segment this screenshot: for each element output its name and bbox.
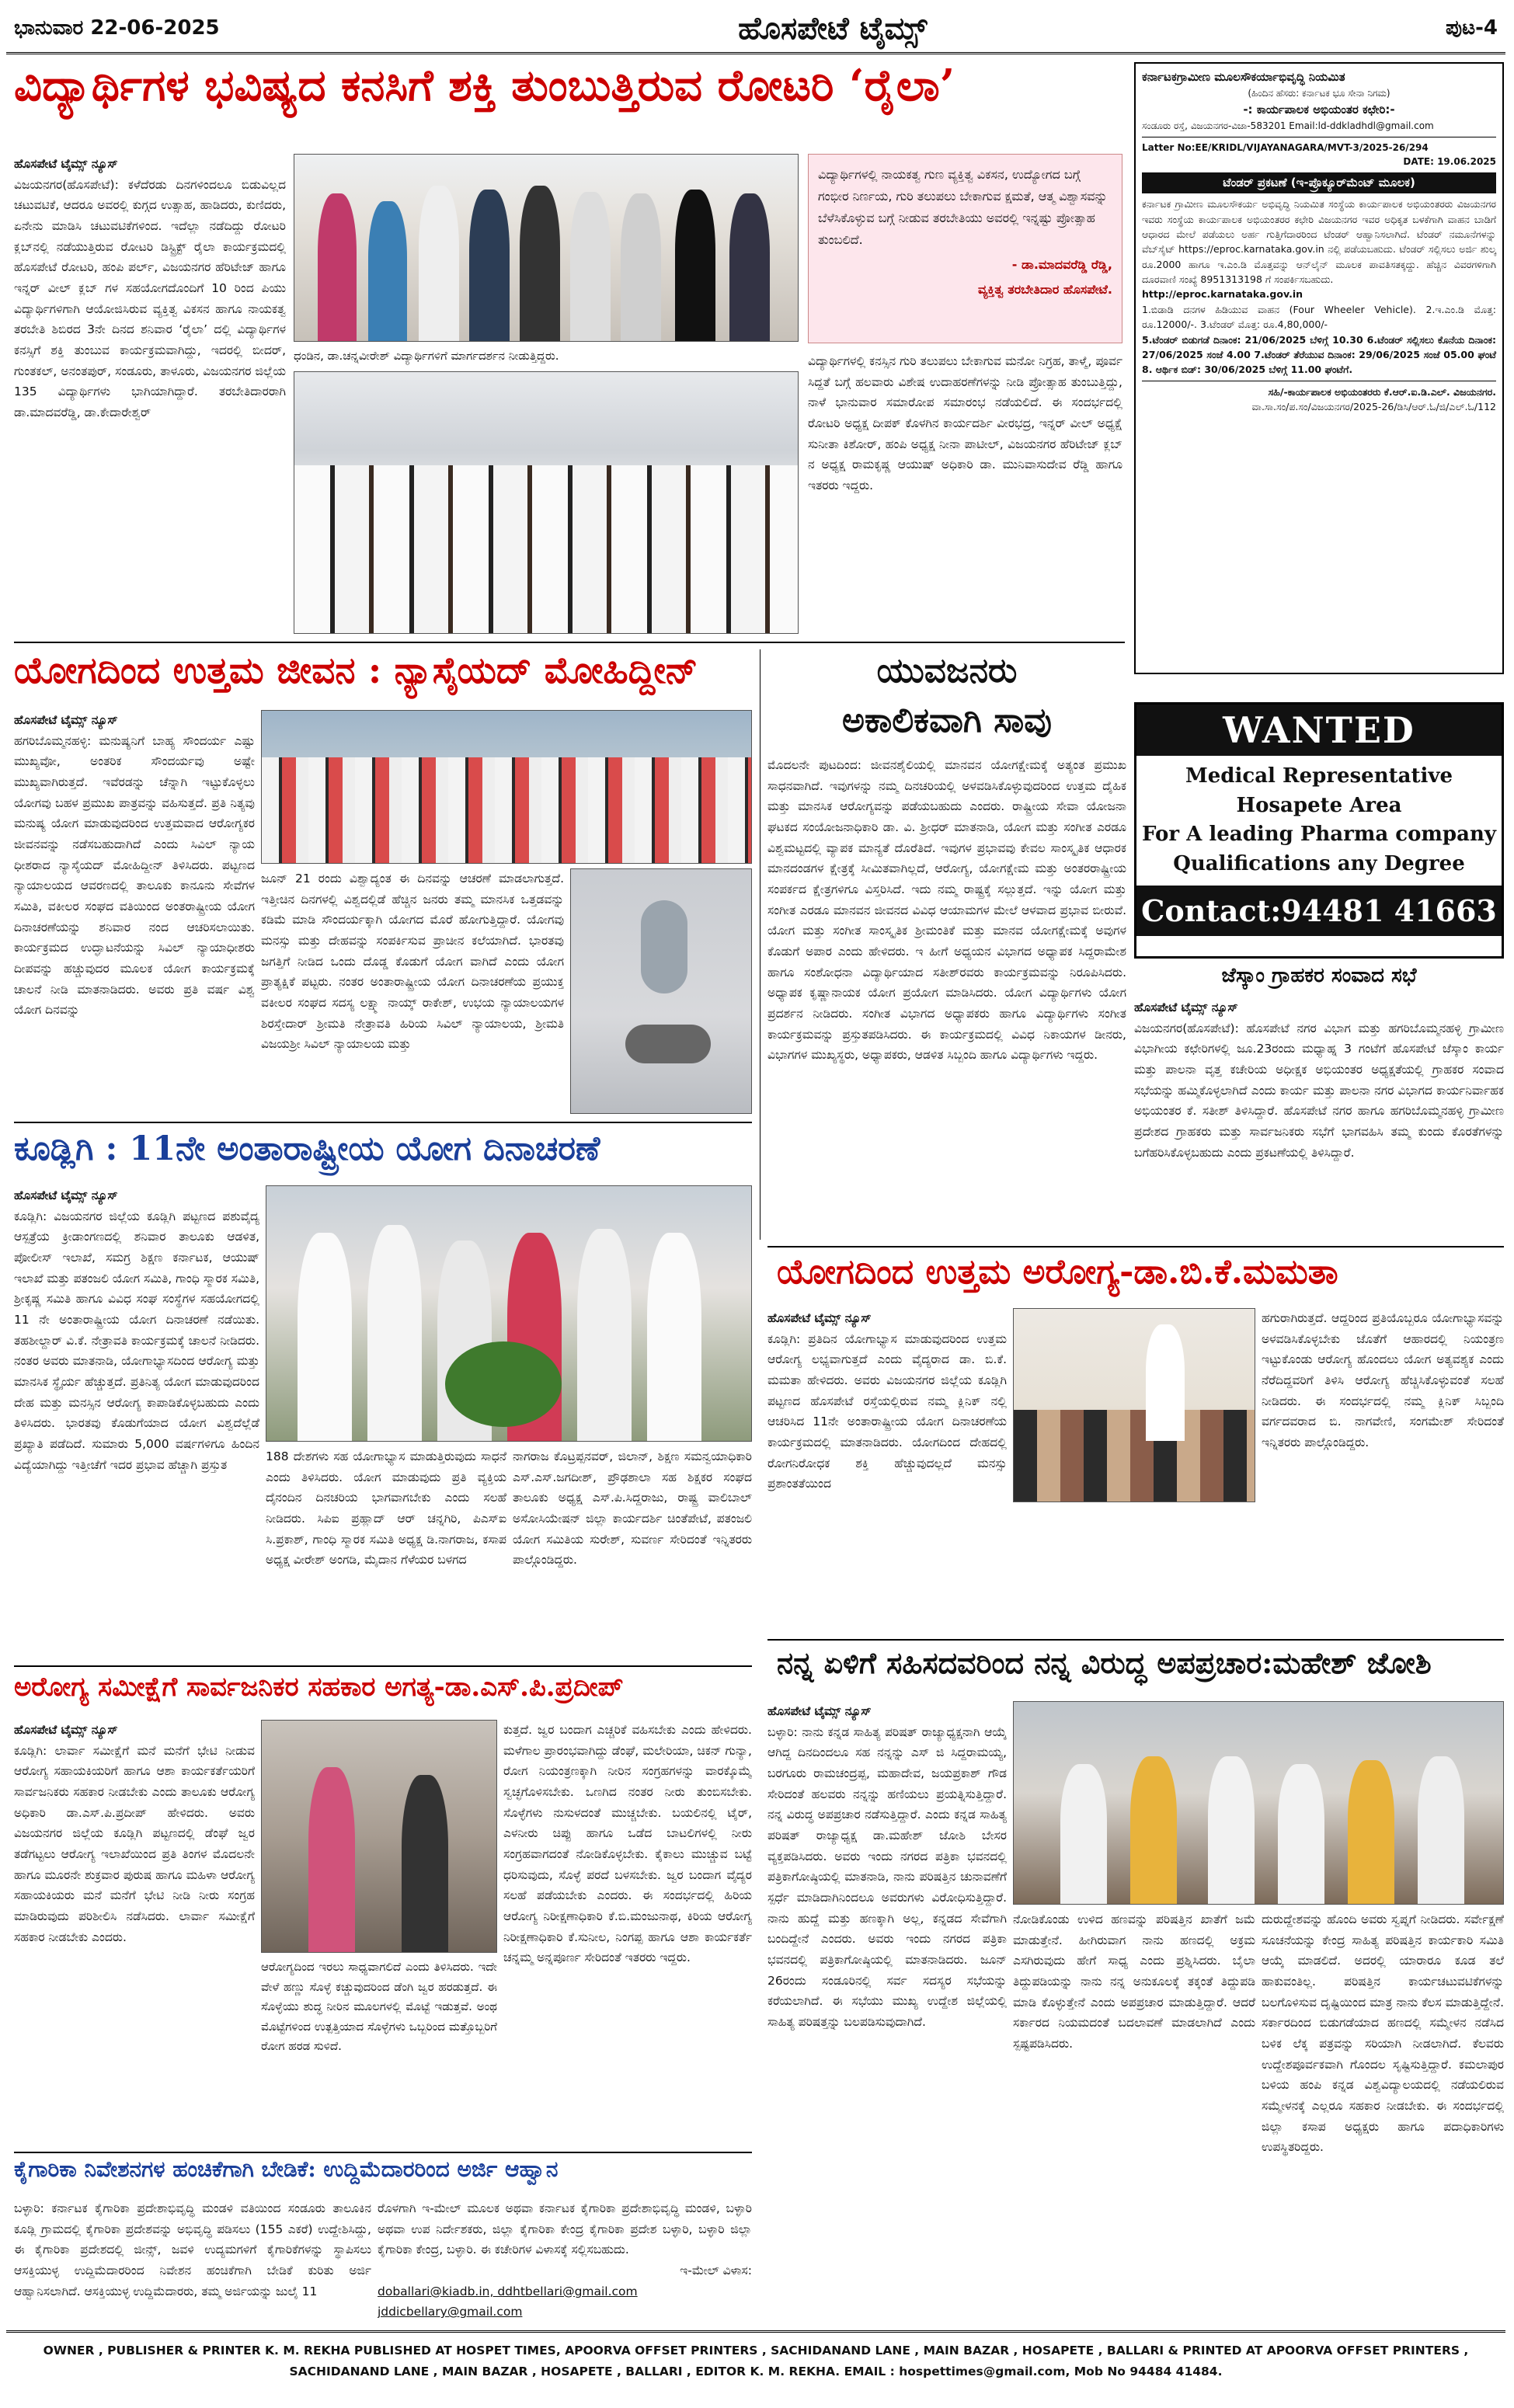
article1-body — [14, 154, 286, 635]
article7-byline: ಹೊಸಪೇಟೆ ಟೈಮ್ಸ್ ನ್ಯೂಸ್ — [14, 1723, 118, 1737]
wanted-details — [1136, 756, 1502, 886]
article1-headline: ವಿದ್ಯಾರ್ಥಿಗಳ ಭವಿಷ್ಯದ ಕನಸಿಗೆ ಶಕ್ತಿ ತುಂಬುತ್ತಿರುವ ರೋಟರಿ ‘ರೈಲಾ’ — [14, 62, 955, 111]
tender-sign: ಸಹಿ/-ಕಾರ್ಯಪಾಲಕ ಅಭಿಯಂತರರು ಕೆ.ಆರ್.ಐ.ಡಿ.ಎಲ್. ವಿಜಯನಗರ. — [1268, 385, 1496, 398]
article8-byline: ಹೊಸಪೇಟೆ ಟೈಮ್ಸ್ ನ್ಯೂಸ್ — [767, 1704, 872, 1718]
divider — [14, 642, 1125, 643]
article5-body-mid: 188 ದೇಶಗಳು ಸಹ ಯೋಗಾಭ್ಯಾಸ ಮಾಡುತ್ತಿರುವುದು ಸಾಧನೆ ಎಂದು ತಿಳಿಸಿದರು. ಯೋಗ ಮಾಡುವುದು ಪ್ರತಿ ವ್ಯಕ್ತಿಯ ದೈನಂದಿನ ದಿನಚರಿಯ ಭಾಗವಾಗಬೇಕು ಎಂದು ಸಲಹೆ ನೀಡಿದರು. ಸಿಪಿಐ ಪ್ರಹ್ಲಾದ್ ಆರ್ ಚನ್ನಗಿರಿ, ಪಿಎಸ್ಐ ಸಿ.ಪ್ರಕಾಶ್, ಗಾಂಧಿ ಸ್ಮಾರಕ ಸಮಿತಿ ಅಧ್ಯಕ್ಷ ಡಿ.ನಾಗರಾಜ, ಕಸಾಪ ಅಧ್ಯಕ್ಷ ವೀರೇಶ್ ಅಂಗಡಿ, ಮೈದಾನ ಗೆಳೆಯರ ಬಳಗದ — [266, 1449, 506, 1568]
article6-headline: ಯೋಗದಿಂದ ಉತ್ತಮ ಅರೋಗ್ಯ-ಡಾ.ಬಿ.ಕೆ.ಮಮತಾ — [777, 1254, 1338, 1292]
article9-body: ಬಳ್ಳಾರಿ: ಕರ್ನಾಟಕ ಕೈಗಾರಿಕಾ ಪ್ರದೇಶಾಭಿವೃದ್ಧಿ ಮಂಡಳಿ ವತಿಯಿಂದ ಸಂಡೂರು ತಾಲೂಕಿನ ಕೂಡ್ಲಿ ಗ್ರಾಮದಲ್ಲಿ ಕೈಗಾರಿಕಾ ಪ್ರದೇಶವನ್ನು ಅಭಿವೃದ್ಧಿ ಪಡಿಸಲು (155 ಎಕರೆ) ಉದ್ದೇಶಿಸಿದ್ದು, ಈ ಕೈಗಾರಿಕಾ ಪ್ರದೇಶದಲ್ಲಿ ಜೀನ್ಸ್, ಜವಳಿ ಉದ್ಯಮಗಳಿಗೆ ಕೈಗಾರಿಕೆಗಳನ್ನು ಸ್ಥಾಪಿಸಲು ಆಸಕ್ತಿಯುಳ್ಳ ಉದ್ದಿಮೆದಾರರಿಂದ ನಿವೇಶನ ಹಂಚಿಕೆಗಾಗಿ ಬೇಡಿಕೆ ಕುರಿತು ಅರ್ಜಿ ಆಹ್ವಾನಿಸಲಾಗಿದೆ. ಆಸಕ್ತಿಯುಳ್ಳ ಉದ್ದಿಮೆದಾರರು, ತಮ್ಮ ಅರ್ಜಿಯನ್ನು ಜುಲೈ 11 — [14, 2201, 371, 2298]
article1-text: ವಿಜಯನಗರ(ಹೊಸಪೇಟೆ): ಕಳೆದೆರಡು ದಿನಗಳಿಂದಲೂ ಬಿಡುವಿಲ್ಲದ ಚಟುವಟಿಕೆ, ಆದರೂ ಅವರಲ್ಲಿ ಕುಗ್ಗದ ಉತ್ಸಾಹ, ಹಾಡಿದರು, ಕುಣಿದರು, ಏನೇನು ಮಾಡಿಸಿ ಚಟುವಟಿಕೆಗಳಿಂದ. ಇದೆಲ್ಲಾ ನಡೆದಿದ್ದು ರೋಟರಿ ಕ್ಲಬ್‌ನಲ್ಲಿ ನಡೆಯುತ್ತಿರುವ ರೋಟರಿ ಡಿಸ್ಟ್ರಿಕ್ಟ್ ರೈಲಾ ಕಾರ್ಯಕ್ರಮದಲ್ಲಿ ಹೊಸಪೇಟೆ ರೋಟರಿ, ಹಂಪಿ ಪರ್ಲ್, ವಿಜಯನಗರ ಹೆರಿಟೇಜ್ ಹಾಗೂ ಇನ್ನರ್ ವೀಲ್ ಕ್ಲಬ್ ಗಳ ಸಹಯೋಗದೊಂದಿಗೆ 10 ರಿಂದ ಪಿಯು ವಿದ್ಯಾರ್ಥಿಗಳಿಗಾಗಿ ಆಯೋಜಿಸಿರುವ ವ್ಯಕ್ತಿತ್ವ ವಿಕಸನ ಹಾಗೂ ನಾಯಕತ್ವ ತರಬೇತಿ ಶಿಬಿರದ 3ನೇ ದಿನದ ಶನಿವಾರ ‘ರೈಲಾ’ ದಲ್ಲಿ ವಿದ್ಯಾರ್ಥಿಗಳ ಕನಸ್ಸಿಗೆ ಶಕ್ತಿ ತುಂಬುವ ಕಾರ್ಯಕ್ರಮವಾಗಿದ್ದು, ಇದರಲ್ಲಿ ಬೀದರ್, ಗುಂತಕಲ್, ಅನಂತಪುರ್, ಸಂಡೂರು, ತಾಳೂರು, ವಿಜಯನಗರ ಜಿಲ್ಲೆಯ 135 ವಿದ್ಯಾರ್ಥಿಗಳು ಭಾಗಿಯಾಗಿದ್ದಾರೆ. ತರಬೇತಿದಾರರಾಗಿ ಡಾ.ಮಾದವರೆಡ್ಡಿ, ಡಾ.ಕೇದಾರೇಶ್ವರ್ — [14, 177, 286, 419]
tender-url: http://eproc.karnataka.gov.in — [1142, 288, 1303, 301]
tender-vehicle: 1.ಬಿಡಾಡಿ ದನಗಳ ಹಿಡಿಯುವ ವಾಹನ (Four Wheeler Vehicle). 2.ಇ.ಎಂ.ಡಿ ಮೊತ್ತ: ರೂ.12000/-. 3.ಟೆಂಡರ್ ಮೊತ್ತ: ರೂ.4,80,000/- — [1142, 303, 1496, 331]
article7-body-mid: ಕುತ್ತದೆ. ಜ್ವರ ಬಂದಾಗ ಎಚ್ಚರಿಕೆ ವಹಿಸಬೇಕು ಎಂದು ಹೇಳಿದರು. ಮಳೆಗಾಲ ಪ್ರಾರಂಭವಾಗಿದ್ದು ಡೆಂಘೆ, ಮಲೇರಿಯಾ, ಚಿಕನ್ ಗುನ್ಯಾ, ರೋಗ ನಿಯಂತ್ರಣಕ್ಕಾಗಿ ನೀರಿನ ಸಂಗ್ರಹಗಳನ್ನು ವಾರಕ್ಕೊಮ್ಮೆ ಸ್ವಚ್ಛಗೊಳಿಸಬೇಕು. ಒಣಗಿದ ನಂತರ ನೀರು ತುಂಬಿಸಬೇಕು. ಸೊಳ್ಳೆಗಳು ನುಸುಳದಂತೆ ಮುಚ್ಚಬೇಕು. ಬಯಲಿನಲ್ಲಿ ಟೈರ್, ಎಳನೀರು ಚಿಪ್ಪು ಹಾಗೂ ಒಡೆದ ಬಾಟಲಿಗಳಲ್ಲಿ ನೀರು ಸಂಗ್ರಹವಾಗದಂತೆ ನೋಡಿಕೊಳ್ಳಬೇಕು. ಕೈಕಾಲು ಮುಚ್ಚುವ ಬಟ್ಟೆ ಧರಿಸುವುದು, ಸೊಳ್ಳೆ ಪರದೆ ಬಳಸಬೇಕು. ಜ್ವರ ಬಂದಾಗ ವೈದ್ಯರ ಸಲಹೆ ಪಡೆಯಬೇಕು ಎಂದರು. ಈ ಸಂದರ್ಭದಲ್ಲಿ ಹಿರಿಯ ಆರೋಗ್ಯ ನಿರೀಕ್ಷಣಾಧಿಕಾರಿ ಕೆ.ಬಿ.ಮಂಜುನಾಥ, ಕಿರಿಯ ಆರೋಗ್ಯ ನಿರೀಕ್ಷಣಾಧಿಕಾರಿ ಕೆ.ಸುನೀಲ, ನಿಂಗಪ್ಪ ಹಾಗೂ ಆಶಾ ಕಾರ್ಯಕರ್ತೆ ಚನ್ನಮ್ಮ ಅನ್ನಪೂರ್ಣ ಸೇರಿದಂತೆ ಇತರರು ಇದ್ದರು. — [503, 1723, 752, 1965]
article8-body-right: ದುರುದ್ದೇಶವನ್ನು ಹೊಂದಿ ಅವರು ಸ್ವಪ್ನಗೆ ನೀಡಿದರು. ಸರ್ವೇಕ್ಷಣೆ ಸೂಚನೆಯನ್ನು ಕೇಂದ್ರ ಸಾಹಿತ್ಯ ಪರಿಷತ್ತಿನ ಕಾರ್ಯಕಾರಿ ಸಮಿತಿ ಆಯ್ಕೆ ಮಾಡಲಿದೆ. ಅದರಲ್ಲಿ ಯಾರಾರೂ ಕೂಡ ತಲೆ ಹಾಕುವಂತಿಲ್ಲ. ಪರಿಷತ್ತಿನ ಕಾರ್ಯಚಟುವಟಿಕೆಗಳನ್ನು ಬಲಗೊಳಿಸುವ ದೃಷ್ಟಿಯಿಂದ ಮಾತ್ರ ನಾನು ಕೆಲಸ ಮಾಡುತ್ತಿದ್ದೇನೆ. ಸರ್ಕಾರದಿಂದ ಬಿಡುಗಡೆಯಾದ ಹಣದಲ್ಲಿ ಸಮ್ಮೇಳನ ನಡೆಸಿದ ಬಳಿಕ ಲೆಕ್ಕ ಪತ್ರವನ್ನು ಸರಿಯಾಗಿ ನೀಡಲಾಗಿದೆ. ಕೆಲವರು ಉದ್ದೇಶಪೂರ್ವಕವಾಗಿ ಗೊಂದಲ ಸೃಷ್ಟಿಸುತ್ತಿದ್ದಾರೆ. ಕಮಲಾಪುರ ಬಳಿಯ ಹಂಪಿ ಕನ್ನಡ ವಿಶ್ವವಿದ್ಯಾಲಯದಲ್ಲಿ ನಡೆಯಲಿರುವ ಸಮ್ಮೇಳನಕ್ಕೆ ಎಲ್ಲರೂ ಸಹಕಾರ ನೀಡಬೇಕು. ಈ ಸಂದರ್ಭದಲ್ಲಿ ಜಿಲ್ಲಾ ಕಸಾಪ ಅಧ್ಯಕ್ಷರು ಹಾಗೂ ಪದಾಧಿಕಾರಿಗಳು ಉಪಸ್ಥಿತರಿದ್ದರು. — [1262, 1912, 1504, 2155]
article7-photo-caption: ಆರೋಗ್ಯದಿಂದ ಇರಲು ಸಾಧ್ಯವಾಗಲಿದೆ ಎಂದು ತಿಳಿಸಿದರು. ಇದೇ ವೇಳೆ ಹಣ್ಣು ಸೊಳ್ಳೆ ಕಚ್ಚುವುದರಿಂದ ಡೆಂಗಿ ಜ್ವರ ಹರಡುತ್ತದೆ. ಈ ಸೊಳ್ಳೆಯು ಶುದ್ಧ ನೀರಿನ ಮೂಲಗಳಲ್ಲಿ ಮೊಟ್ಟೆ ಇಡುತ್ತವೆ. ಅಂಥ ಮೊಟ್ಟೆಗಳಿಂದ ಉತ್ಪತ್ತಿಯಾದ ಸೊಳ್ಳೆಗಳು ಒಬ್ಬರಿಂದ ಮತ್ತೊಬ್ಬರಿಗೆ ರೋಗ ಹರಡ ಸುಳಿದೆ. — [261, 1960, 497, 2053]
article3-headline-2: ಅಕಾಲಿಕವಾಗಿ ಸಾವು — [841, 702, 1053, 740]
article2-headline: ಯೋಗದಿಂದ ಉತ್ತಮ ಜೀವನ : ನ್ಯಾಸೈಯದ್ ಮೋಹಿದ್ದೀನ್ — [14, 651, 698, 692]
article5-body-right: ನಾಗರಾಜ ಕೊಟ್ರಪ್ಪನವರ್, ಜಿಲಾನ್, ಶಿಕ್ಷಣ ಸಮನ್ವಯಾಧಿಕಾರಿ ಎಸ್.ಎಸ್.ಜಗದೀಶ್, ಪ್ರೌಢಶಾಲಾ ಸಹ ಶಿಕ್ಷಕರ ಸಂಘದ ತಾಲೂಕು ಅಧ್ಯಕ್ಷ ಎಸ್.ಪಿ.ಸಿದ್ದರಾಜು, ರಾಷ್ಟ್ರ ವಾಲಿಬಾಲ್ ಅಸೋಸಿಯೇಷನ್ ಜಿಲ್ಲಾ ಕಾರ್ಯದರ್ಶಿ ಚಿಂತೆಪೇಟೆ, ಪತಂಜಲಿ ಯೋಗ ಸಮಿತಿಯ ಸುರೇಶ್, ಸುವರ್ಣ ಸೇರಿದಂತೆ ಇನ್ನಿತರರು ಪಾಲ್ಗೊಂಡಿದ್ದರು. — [513, 1449, 752, 1568]
article7-text: ಕೂಡ್ಲಿಗಿ: ಲಾರ್ವಾ ಸಮೀಕ್ಷೆಗೆ ಮನೆ ಮನೆಗೆ ಭೇಟಿ ನೀಡುವ ಆರೋಗ್ಯ ಸಹಾಯಕಿಯರಿಗೆ ಹಾಗೂ ಆಶಾ ಕಾರ್ಯಕರ್ತೆಯರಿಗೆ ಸಾರ್ವಜನಿಕರು ಸಹಕಾರ ನೀಡಬೇಕು ಎಂದು ತಾಲೂಕು ಆರೋಗ್ಯ ಅಧಿಕಾರಿ ಡಾ.ಎಸ್.ಪಿ.ಪ್ರದೀಪ್ ಹೇಳಿದರು. ಅವರು ವಿಜಯನಗರ ಜಿಲ್ಲೆಯ ಕೂಡ್ಲಿಗಿ ಪಟ್ಟಣದಲ್ಲಿ ಡೆಂಘೆ ಜ್ವರ ತಡೆಗಟ್ಟಲು ಆರೋಗ್ಯ ಇಲಾಖೆಯಿಂದ ಪ್ರತಿ ತಿಂಗಳ ಮೊದಲನೇ ಹಾಗೂ ಮೂರನೇ ಶುಕ್ರವಾರ ಪುರುಷ ಹಾಗೂ ಮಹಿಳಾ ಆರೋಗ್ಯ ಸಹಾಯಕಿಯರು ಮನೆ ಮನೆಗೆ ಭೇಟಿ ನೀಡಿ ನೀರು ಸಂಗ್ರಹ ಮಾಡಿರುವುದು ಪರಿಶೀಲಿಸಿ ನಡೆಸಿದರು. ಲಾರ್ವಾ ಸಮೀಕ್ಷೆಗೆ ಸಹಕಾರ ನೀಡಬೇಕು ಎಂದರು. — [14, 1743, 255, 1944]
wanted-advertisement — [1134, 702, 1504, 959]
imprint-line-2: SACHIDANAND LANE , MAIN BAZAR , HOSAPETE , BALLARI , EDITOR K. M. REKHA. EMAIL : hospettimes@gmail.com, Mob No 94484 41484. — [289, 2365, 1223, 2379]
article1-photo-caption: ಧಂಡಿನ, ಡಾ.ಚನ್ನವೀರೇಶ್ ವಿದ್ಯಾರ್ಥಿಗಳಿಗೆ ಮಾರ್ಗದರ್ಶನ ನೀಡುತ್ತಿದ್ದರು. — [294, 349, 559, 363]
article7-body — [14, 1720, 255, 2147]
tender-dates: 5.ಟೆಂಡರ್ ಬಿಡುಗಡೆ ದಿನಾಂಕ: 21/06/2025 ಬೆಳಿಗ್ಗೆ 10.30 6.ಟೆಂಡರ್ ಸಲ್ಲಿಸಲು ಕೊನೆಯ ದಿನಾಂಕ: 27/06/2025 ಸಂಜೆ 4.00 7.ಟೆಂಡರ್ ತೆರೆಯುವ ದಿನಾಂಕ: 29/06/2025 ಸಂಜೆ 05.00 ಘಂಟೆ 8. ಆರ್ಥಿಕ ಬಿಡ್: 30/06/2025 ಬೆಳಿಗ್ಗೆ 11.00 ಘಂಟೆಗೆ. — [1142, 333, 1496, 376]
wanted-contact: Contact:94481 41663 — [1136, 886, 1502, 936]
tender-address: ಸಂಡೂರು ರಸ್ತೆ, ವಿಜಯನಗರ-ವಿಜಾ-583201 Email:ld-ddkladhdl@gmail.com — [1142, 120, 1434, 132]
article2-text: ಹಗರಿಬೊಮ್ಮನಹಳ್ಳಿ: ಮನುಷ್ಯನಿಗೆ ಬಾಹ್ಯ ಸೌಂದರ್ಯ ಎಷ್ಟು ಮುಖ್ಯವೋ, ಅಂತರಿಕ ಸೌಂದರ್ಯವು ಅಷ್ಟೇ ಮುಖ್ಯವಾಗಿರುತ್ತದೆ. ಇವೆರಡನ್ನು ಚೆನ್ನಾಗಿ ಇಟ್ಟುಕೊಳ್ಳಲು ಯೋಗವು ಬಹಳ ಪ್ರಮುಖ ಪಾತ್ರವನ್ನು ವಹಿಸುತ್ತದೆ. ಪ್ರತಿ ನಿತ್ಯವು ಮನುಷ್ಯ ಯೋಗ ಮಾಡುವುದರಿಂದ ಉತ್ತಮವಾದ ಆರೋಗ್ಯಕರ ಜೀವನವನ್ನು ನಡೆಸಬಹುದಾಗಿದೆ ಎಂದು ಸಿವಿಲ್ ನ್ಯಾಯ ಧೀಶರಾದ ನ್ಯಾಸೈಯದ್ ಮೋಹಿದ್ದೀನ್ ತಿಳಿಸಿದರು. ಪಟ್ಟಣದ ನ್ಯಾಯಾಲಯದ ಆವರಣದಲ್ಲಿ ತಾಲೂಕು ಕಾನೂನು ಸೇವೆಗಳ ಸಮಿತಿ, ವಕೀಲರ ಸಂಘದ ವತಿಯಿಂದ ಅಂತರಾಷ್ಟ್ರೀಯ ಯೋಗ ದಿನಾಚರಣೆಯನ್ನು ಶನಿವಾರ ನಂದ ಆಚರಿಸಲಾಯಿತು. ಕಾರ್ಯಕ್ರಮದ ಉದ್ಘಾಟನೆಯನ್ನು ಸಿವಿಲ್ ನ್ಯಾಯಾಧೀಶರು ದೀಪವನ್ನು ಹಚ್ಚುವುದರ ಮೂಲಕ ಯೋಗ ಕಾರ್ಯಕ್ರಮಕ್ಕೆ ಚಾಲನೆ ನೀಡಿ ಮಾತನಾಡಿದರು. ಅವರು ಪ್ರತಿ ವರ್ಷ ವಿಶ್ವ ಯೋಗ ದಿನವನ್ನು — [14, 733, 255, 1018]
article5-headline: ಕೂಡ್ಲಿಗಿ : 11ನೇ ಅಂತಾರಾಷ್ಟ್ರೀಯ ಯೋಗ ದಿನಾಚರಣೆ — [14, 1131, 600, 1168]
tender-title: ಟೆಂಡರ್ ಪ್ರಕಟಣೆ (ಇ-ಪ್ರೊಕ್ಯೂರ್‌ಮೆಂಟ್ ಮೂಲಕ) — [1142, 172, 1496, 193]
article5-photo-plant — [266, 1185, 752, 1442]
tender-office: -: ಕಾರ್ಯಪಾಲಕ ಅಭಿಯಂತರ ಕಛೇರಿ:- — [1243, 102, 1395, 117]
article3-headline-1: ಯುವಜನರು — [876, 652, 1018, 691]
article5-body — [14, 1185, 259, 1658]
article9-email-label: ಇ-ಮೇಲ್ ವಿಳಾಸ: — [680, 2263, 752, 2278]
article2-byline: ಹೊಸಪೇಟೆ ಟೈಮ್ಸ್ ನ್ಯೂಸ್ — [14, 713, 118, 727]
wanted-line-qualification: Qualifications any Degree — [1173, 852, 1465, 876]
wanted-line-area: Hosapete Area — [1236, 793, 1402, 817]
article2-photo-yoga-pose — [570, 868, 752, 1114]
article6-body — [767, 1308, 1007, 1634]
article1-quote-box — [808, 154, 1122, 343]
article4-headline: ಜೆಸ್ಕಾಂ ಗ್ರಾಹಕರ ಸಂವಾದ ಸಭೆ — [1221, 965, 1417, 987]
quote-text: ವಿದ್ಯಾರ್ಥಿಗಳಲ್ಲಿ ನಾಯಕತ್ವ ಗುಣ ವ್ಯಕ್ತಿತ್ವ ವಿಕಸನ, ಉದ್ಯೋಗದ ಬಗ್ಗೆ ಗಂಭೀರ ನಿರ್ಣಯ, ಗುರಿ ತಲುಪಲು ಬೇಕಾಗುವ ಕ್ಷಮತೆ, ಆತ್ಮ ವಿಶ್ವಾಸವನ್ನು ಬೆಳೆಸಿಕೊಳ್ಳುವ ಬಗ್ಗೆ ನೀಡುವ ತರಬೇತಿಯು ಅವರಲ್ಲಿ ಇನ್ನಷ್ಟು ಪ್ರೋತ್ಸಾಹ ತುಂಬಲಿದೆ. — [818, 167, 1108, 247]
article2-photo-group — [261, 710, 752, 864]
article5-byline: ಹೊಸಪೇಟೆ ಟೈಮ್ಸ್ ನ್ಯೂಸ್ — [14, 1188, 118, 1202]
article3-body: ಮೊದಲನೇ ಪುಟದಿಂದ: ಜೀವನಶೈಲಿಯಲ್ಲಿ ಮಾನವನ ಯೋಗಕ್ಷೇಮಕ್ಕೆ ಅತ್ಯಂತ ಪ್ರಮುಖ ಸಾಧನವಾಗಿದೆ. ಇವುಗಳನ್ನು ನಮ್ಮ ದಿನಚರಿಯಲ್ಲಿ ಅಳವಡಿಸಿಕೊಳ್ಳುವುದರಿಂದ ಉತ್ತಮ ದೈಹಿಕ ಮತ್ತು ಮಾನಸಿಕ ಆರೋಗ್ಯವನ್ನು ಪಡೆಯಬಹುದು ಎಂದರು. ರಾಷ್ಟ್ರೀಯ ಸೇವಾ ಯೋಜನಾ ಘಟಕದ ಸಂಯೋಜನಾಧಿಕಾರಿ ಡಾ. ವಿ. ಶ್ರೀಧರ್ ಮಾತನಾಡಿ, ಯೋಗ ಮತ್ತು ಸಂಗೀತ ಎರಡೂ ವಿಶ್ವಮಟ್ಟದಲ್ಲಿ ವ್ಯಾಪಕ ಮಾನ್ಯತೆ ದೊರೆತಿದೆ. ಇವುಗಳ ಪ್ರಭಾವವು ಕೇವಲ ಸಾಂಸ್ಕೃತಿಕ ಆಧಾರಕ ಮಾನದಂಡಗಳ ಕ್ಷೇತ್ರಕ್ಕೆ ಸೀಮಿತವಾಗಿಲ್ಲದೆ, ಆರೋಗ್ಯ, ಯೋಗಕ್ಷೇಮ ಮತ್ತು ಅಂತರರಾಷ್ಟ್ರೀಯ ಸಂಪರ್ಕದ ಕ್ಷೇತ್ರಗಳಿಗೂ ವಿಸ್ತರಿಸಿದೆ. ಇದು ನಮ್ಮ ರಾಷ್ಟ್ರಕ್ಕೆ ಸಲ್ಲುತ್ತದೆ. ಇನ್ನು ಯೋಗ ಮತ್ತು ಸಂಗೀತ ಎರಡೂ ಮಾನವನ ಜೀವನದ ವಿವಿಧ ಆಯಾಮಗಳ ಮೇಲೆ ಆಳವಾದ ಪ್ರಭಾವ ಬೀರುವೆ. ಯೋಗ ಮತ್ತು ಸಂಗೀತ ಸಾಂಸ್ಕೃತಿಕ ಶ್ರೀಮಂತಿಕೆ ಮತ್ತು ಮಾನವ ಯೋಗಕ್ಷೇಮಕ್ಕೆ ಅವುಗಳ ಕೊಡುಗೆ ಅಪಾರ ಎಂದು ಹೇಳಿದರು. ಇ ಹೀಗೆ ಅಧ್ಯಯನ ವಿಭಾಗದ ಅಧ್ಯಾಪಕ ಸಿದ್ದರಾಮೇಶ ಹಾಗೂ ಸಂಶೋಧನಾ ವಿದ್ಯಾರ್ಥಿಯಾದ ಸತೀಶ್‌ರವರು ಕಾರ್ಯಕ್ರಮವನ್ನು ನಿರೂಪಿಸಿದರು. ಅಧ್ಯಾಪಕ ಕೃಷ್ಣಾನಾಯಕ ಯೋಗ ಪ್ರಯೋಗ ಮಾಡಿಸಿದರು. ಯೋಗ ವಿದ್ಯಾರ್ಥಿಗಳು ಯೋಗ ಪ್ರದರ್ಶನ ನೀಡಿದರು. ಸಂಗೀತ ವಿಭಾಗದ ಅಧ್ಯಾಪಕರು ಹಾಗೂ ವಿದ್ಯಾರ್ಥಿಗಳು ಸಂಗೀತ ಕಾರ್ಯಕ್ರಮವನ್ನು ಪ್ರಸ್ತುತಪಡಿಸಿದರು. ಈ ಕಾರ್ಯಕ್ರಮದಲ್ಲಿ ವಿವಿಧ ನಿಕಾಯಗಳ ಡೀನರು, ವಿಭಾಗಗಳ ಮುಖ್ಯಸ್ಥರು, ಅಧ್ಯಾಪಕರು, ಆಡಳಿತ ಸಿಬ್ಬಂದಿ ಹಾಗೂ ವಿದ್ಯಾರ್ಥಿಗಳು ಇದ್ದರು. — [767, 758, 1126, 1063]
tender-date: DATE: 19.06.2025 — [1403, 156, 1496, 168]
article2-body-mid: ಜೂನ್ 21 ರಂದು ವಿಶ್ವಾದ್ಯಂತ ಈ ದಿನವನ್ನು ಆಚರಣೆ ಮಾಡಲಾಗುತ್ತದೆ. ಇತ್ತೀಚಿನ ದಿನಗಳಲ್ಲಿ ವಿಶ್ವದಲ್ಲಿಡೆ ಹೆಚ್ಚಿನ ಜನರು ತಮ್ಮ ಮಾನಸಿಕ ಒತ್ತಡವನ್ನು ಕಡಿಮೆ ಮಾಡಿ ಸೌಂದರ್ಯಕ್ಕಾಗಿ ಯೋಗದ ಮೊರೆ ಹೋಗುತ್ತಿದ್ದಾರೆ. ಯೋಗವು ಮನಸ್ಸು ಮತ್ತು ದೇಹವನ್ನು ಸಂಪರ್ಕಿಸುವ ಪ್ರಾಚೀನ ಕಲೆಯಾಗಿದೆ. ಭಾರತವು ಜಗತ್ತಿಗೆ ನೀಡಿದ ಒಂದು ದೊಡ್ಡ ಕೊಡುಗೆ ಯೋಗ ವಾಗಿದೆ ಎಂದು ಯೋಗ ಪ್ರಾತ್ಯಕ್ಷಿಕೆ ಪಟ್ಟರು. ನಂತರ ಅಂತಾರಾಷ್ಟ್ರೀಯ ಯೋಗ ದಿನಾಚರಣೆಯ ಪ್ರಯುಕ್ತ ವಕೀಲರ ಸಂಘದ ಸದಸ್ಯ ಲಕ್ಷ್ಮಾ ನಾಯ್ಕ್ ರಾಕೇಶ್, ಉಭಯ ನ್ಯಾಯಾಲಯಗಳ ಶಿರಸ್ತೇದಾರ್ ಶ್ರೀಮತಿ ನೇತ್ರಾವತಿ ಹಿರಿಯ ಸಿವಿಲ್ ನ್ಯಾಯಾಲಯ, ಶ್ರೀಮತಿ ವಿಜಯಶ್ರೀ ಸಿವಿಲ್ ನ್ಯಾಯಾಲಯ ಮತ್ತು — [261, 872, 564, 1052]
quote-signature-title: ವ್ಯಕ್ತಿತ್ವ ತರಬೇತಿದಾರ ಹೊಸಪೇಟೆ. — [978, 282, 1112, 297]
tender-ref: ವಾ.ಸಾ.ಸಂ/ಪ.ಸಂ/ವಿಜಯನಗರ/2025-26/ಡಿಸಿ/ಆರ್.ಓ/ಜಿ/ಎಲ್.ಓ/112 — [1251, 401, 1496, 412]
wanted-title: WANTED — [1136, 705, 1502, 756]
article9-email2[interactable]: jddicbellary@gmail.com — [378, 2305, 523, 2319]
article9-body-mid — [378, 2198, 752, 2326]
article9-headline: ಕೈಗಾರಿಕಾ ನಿವೇಶನಗಳ ಹಂಚಿಕೆಗಾಗಿ ಬೇಡಿಕೆ: ಉದ್ದಿಮೆದಾರರಿಂದ ಅರ್ಜಿ ಆಹ್ವಾನ — [14, 2158, 559, 2182]
newspaper-title: ಹೊಸಪೇಟೆ ಟೈಮ್ಸ್ — [738, 10, 928, 47]
divider — [14, 1665, 752, 1667]
article7-photo-survey — [261, 1720, 497, 1953]
article8-photo-caption: ನೋಡಿಕೊಂಡು ಉಳಿದ ಹಣವನ್ನು ಪರಿಷತ್ತಿನ ಖಾತೆಗೆ ಜಮೆ ಮಾಡುತ್ತೇನೆ. ಹೀಗಿರುವಾಗ ನಾನು ಹಣದಲ್ಲಿ ಅಕ್ರಮ ಎಸಗಿರುವುದು ಹೇಗೆ ಸಾಧ್ಯ ಎಂದು ಪ್ರಶ್ನಿಸಿದರು. ಬೈಲಾ ತಿದ್ದುಪಡಿಯನ್ನು ನಾನು ನನ್ನ ಅನುಕೂಲಕ್ಕೆ ತಕ್ಕಂತೆ ತಿದ್ದುಪಡಿ ಮಾಡಿ ಕೊಳ್ಳುತ್ತೇನೆ ಎಂದು ಅಪಪ್ರಚಾರ ಮಾಡುತ್ತಿದ್ದಾರೆ. ಆದರೆ ಸರ್ಕಾರದ ನಿಯಮದಂತೆ ಬದಲಾವಣೆ ಮಾಡಲಾಗಿದೆ ಎಂದು ಸ್ಪಷ್ಟಪಡಿಸಿದರು. — [1013, 1912, 1255, 2051]
divider — [767, 1246, 1504, 1247]
article2-body — [14, 710, 255, 1112]
tender-notice — [1134, 62, 1504, 674]
page-number: ಪುಟ-4 — [1445, 16, 1498, 40]
tender-body: ಕರ್ನಾಟಕ ಗ್ರಾಮೀಣ ಮೂಲಸೌಕರ್ಯ ಅಭಿವೃದ್ಧಿ ನಿಯಮಿತ ಸಂಸ್ಥೆಯ ಕಾರ್ಯಪಾಲಕ ಅಭಿಯಂತರರು ವಿಜಯನಗರ ಇವರು ಸಂಸ್ಥೆಯ ಕಾರ್ಯಪಾಲಕ ಅಭಿಯಂತರರ ಕಛೇರಿ ವಿಜಯನಗರ ಇವರ ಅಧಿಕೃತ ಬಳಕೆಗಾಗಿ ವಾಹನ ಬಾಡಿಗೆ ಆಧಾರದ ಮೇಲೆ ಪಡೆಯಲು ಅರ್ಹ ಗುತ್ತಿಗೆದಾರರಿಂದ ಟೆಂಡರ್ ಆಹ್ವಾನಿಸಲಾಗಿದೆ. ಟೆಂಡರ್ ನಮೂನೆಗಳನ್ನು ವೆಬ್‌ಸೈಟ್ https://eproc.karnataka.gov.in ನಲ್ಲಿ ಪಡೆಯಬಹುದು. ಟೆಂಡರ್ ಸಲ್ಲಿಸಲು ಅರ್ಜಿ ಶುಲ್ಕ ರೂ.2000 ಹಾಗೂ ಇ.ಎಂ.ಡಿ ಮೊತ್ತವನ್ನು ಆನ್‌ಲೈನ್ ಮೂಲಕ ಪಾವತಿಸತಕ್ಕದ್ದು. ಹೆಚ್ಚಿನ ವಿವರಗಳಿಗಾಗಿ ದೂರವಾಣಿ ಸಂಖ್ಯೆ 8951313198 ಗೆ ಸಂಪರ್ಕಿಸಬಹುದು. — [1142, 198, 1496, 285]
article4-text: ವಿಜಯನಗರ(ಹೊಸಪೇಟೆ): ಹೊಸಪೇಟೆ ನಗರ ವಿಭಾಗ ಮತ್ತು ಹಗರಿಬೊಮ್ಮನಹಳ್ಳಿ ಗ್ರಾಮೀಣ ವಿಭಾಗೀಯ ಕಛೇರಿಗಳಲ್ಲಿ ಜೂ.23ರಂದು ಮಧ್ಯಾಹ್ನ 3 ಗಂಟೆಗೆ ಹೊಸಪೇಟೆ ಜೆಸ್ಕಾಂ ಕಾರ್ಯ ಮತ್ತು ಪಾಲನಾ ವೃತ್ತ ಕಚೇರಿಯ ಅಧೀಕ್ಷಕ ಅಭಿಯಂತರ ಅಧ್ಯಕ್ಷತೆಯಲ್ಲಿ ಗ್ರಾಹಕರ ಸಂವಾದ ಸಭೆಯನ್ನು ಹಮ್ಮಿಕೊಳ್ಳಲಾಗಿದೆ ಎಂದು ಕಾರ್ಯ ಮತ್ತು ಪಾಲನಾ ನಗರ ವಿಭಾಗದ ಕಾರ್ಯನಿರ್ವಾಹಕ ಅಭಿಯಂತರ ಕೆ. ಸತೀಶ್ ತಿಳಿಸಿದ್ದಾರೆ. ಹೊಸಪೇಟೆ ನಗರ ಹಾಗೂ ಹಗರಿಬೊಮ್ಮನಹಳ್ಳಿ ಗ್ರಾಮೀಣ ಪ್ರದೇಶದ ಗ್ರಾಹಕರು ಮತ್ತು ಸಾರ್ವಜನಿಕರು ಸಭೆಗೆ ಭಾಗವಹಿಸಿ ತಮ್ಮ ಕುಂದು ಕೊರತೆಗಳನ್ನು ಬಗೆಹರಿಸಿಕೊಳ್ಳಬಹುದು ಎಂದು ಪ್ರಕಟಣೆಯಲ್ಲಿ ತಿಳಿಸಿದ್ದಾರೆ. — [1134, 1021, 1504, 1160]
article4-byline: ಹೊಸಪೇಟೆ ಟೈಮ್ಸ್ ನ್ಯೂಸ್ — [1134, 1000, 1238, 1014]
article6-byline: ಹೊಸಪೇಟೆ ಟೈಮ್ಸ್ ನ್ಯೂಸ್ — [767, 1311, 872, 1325]
article8-text: ಬಳ್ಳಾರಿ: ನಾನು ಕನ್ನಡ ಸಾಹಿತ್ಯ ಪರಿಷತ್ ರಾಜ್ಯಾಧ್ಯಕ್ಷನಾಗಿ ಆಯ್ಕೆ ಆಗಿದ್ದ ದಿನದಿಂದಲೂ ಸಹ ನನ್ನನ್ನು ಎಸ್ ಜಿ ಸಿದ್ದರಾಮಯ್ಯ, ಬರಗೂರು ರಾಮಚಂದ್ರಪ್ಪ, ಮಹಾದೇವ, ಜಯಪ್ರಕಾಶ್ ಗೌಡ ಸೇರಿದಂತೆ ಹಲವರು ನನ್ನನ್ನು ಹಣಿಯಲು ಪ್ರಯತ್ನಿಸುತ್ತಿದ್ದಾರೆ. ನನ್ನ ವಿರುದ್ಧ ಅಪಪ್ರಚಾರ ನಡೆಸುತ್ತಿದ್ದಾರೆ. ಎಂದು ಕನ್ನಡ ಸಾಹಿತ್ಯ ಪರಿಷತ್ ರಾಜ್ಯಾಧ್ಯಕ್ಷ ಡಾ.ಮಹೇಶ್ ಜೋಶಿ ಬೇಸರ ವ್ಯಕ್ತಪಡಿಸಿದರು. ಅವರು ಇಂದು ನಗರದ ಪತ್ರಿಕಾ ಭವನದಲ್ಲಿ ಪತ್ರಿಕಾಗೋಷ್ಠಿಯಲ್ಲಿ ಮಾತನಾಡಿ, ನಾನು ಪರಿಷತ್ತಿನ ಚುನಾವಣೆಗೆ ಸ್ಪರ್ಧೆ ಮಾಡಿದಾಗಿನಿಂದಲೂ ಅವರುಗಳು ವಿರೋಧಿಸುತ್ತಿದ್ದಾರೆ. ನಾನು ಹುದ್ದೆ ಮತ್ತು ಹಣಕ್ಕಾಗಿ ಅಲ್ಲ, ಕನ್ನಡದ ಸೇವೆಗಾಗಿ ಬಂದಿದ್ದೇನೆ ಎಂದರು. ಅವರು ಇಂದು ನಗರದ ಪತ್ರಿಕಾ ಭವನದಲ್ಲಿ ಪತ್ರಿಕಾಗೋಷ್ಠಿಯಲ್ಲಿ ಮಾತನಾಡಿದರು. ಜೂನ್ 26ರಂದು ಸಂಡೂರಿನಲ್ಲಿ ಸರ್ವ ಸದಸ್ಯರ ಸಭೆಯನ್ನು ಕರೆಯಲಾಗಿದೆ. ಈ ಸಭೆಯು ಮುಖ್ಯ ಉದ್ದೇಶ ಜಿಲ್ಲೆಯಲ್ಲಿ ಸಾಹಿತ್ಯ ಪರಿಷತ್ತನ್ನು ಬಲಪಡಿಸುವುದಾಗಿದೆ. — [767, 1724, 1007, 2029]
imprint-footer — [6, 2330, 1505, 2402]
article5-text: ಕೂಡ್ಲಿಗಿ: ವಿಜಯನಗರ ಜಿಲ್ಲೆಯ ಕೂಡ್ಲಿಗಿ ಪಟ್ಟಣದ ಪಶುವೈದ್ಯ ಆಸ್ಪತ್ರೆಯ ಕ್ರೀಡಾಂಗಣದಲ್ಲಿ ಶನಿವಾರ ತಾಲೂಕು ಆಡಳಿತ, ಪೋಲೀಸ್ ಇಲಾಖೆ, ಸಮಗ್ರ ಶಿಕ್ಷಣ ಕರ್ನಾಟಕ, ಆಯುಷ್ ಇಲಾಖೆ ಮತ್ತು ಪತಂಜಲಿ ಯೋಗ ಸಮಿತಿ, ಗಾಂಧಿ ಸ್ಮಾರಕ ಸಮಿತಿ, ಶ್ರೀಕೃಷ್ಣ ಸಮಿತಿ ಹಾಗೂ ವಿವಿಧ ಸಂಘ ಸಂಸ್ಥೆಗಳ ಸಹಯೋಗದಲ್ಲಿ 11 ನೇ ಅಂತಾರಾಷ್ಟ್ರೀಯ ಯೋಗ ದಿನಾಚರಣೆ ನಡೆಯಿತು. ತಹಶೀಲ್ದಾರ್ ವಿ.ಕೆ. ನೇತ್ರಾವತಿ ಕಾರ್ಯಕ್ರಮಕ್ಕೆ ಚಾಲನೆ ನೀಡಿದರು. ನಂತರ ಅವರು ಮಾತನಾಡಿ, ಯೋಗಾಭ್ಯಾಸದಿಂದ ಆರೋಗ್ಯ ಮತ್ತು ಮಾನಸಿಕ ಸ್ಥೈರ್ಯ ಹೆಚ್ಚುತ್ತದೆ. ಪ್ರತಿನಿತ್ಯ ಯೋಗ ಮಾಡುವುದರಿಂದ ದೇಹ ಮತ್ತು ಮನಸ್ಸಿನ ಆರೋಗ್ಯ ಕಾಪಾಡಿಕೊಳ್ಳಬಹುದು ಎಂದು ತಿಳಿಸಿದರು. ಭಾರತವು ಕೊಡುಗೆಯಾದ ಯೋಗ ವಿಶ್ವದೆಲ್ಲೆಡೆ ಪ್ರಖ್ಯಾತಿ ಪಡೆದಿದೆ. ಸುಮಾರು 5,000 ವರ್ಷಗಳಿಗೂ ಹಿಂದಿನ ವಿದ್ಯೆಯಾಗಿದ್ದು ಇತ್ತೀಚೆಗೆ ಇದರ ಪ್ರಭಾವ ಹೆಚ್ಚಾಗಿ ಪ್ರಸ್ತುತ — [14, 1209, 259, 1472]
article8-photo-press — [1013, 1701, 1504, 1905]
article6-body-right: ಹಗುರಾಗಿರುತ್ತದೆ. ಆದ್ದರಿಂದ ಪ್ರತಿಯೊಬ್ಬರೂ ಯೋಗಾಭ್ಯಾಸವನ್ನು ಅಳವಡಿಸಿಕೊಳ್ಳಬೇಕು ಜೊತೆಗೆ ಆಹಾರದಲ್ಲಿ ನಿಯಂತ್ರಣ ಇಟ್ಟುಕೊಂಡು ಆರೋಗ್ಯ ಹೊಂದಲು ಯೋಗ ಅತ್ಯವಶ್ಯಕ ಎಂದು ನೆರೆದಿದ್ದವರಿಗೆ ತಿಳಿಸಿ ಆರೋಗ್ಯ ಹೆಚ್ಚಿಸಿಕೊಳ್ಳುವಂತೆ ಸಲಹೆ ನೀಡಿದರು. ಈ ಸಂದರ್ಭದಲ್ಲಿ ನಮ್ಮ ಕ್ಲಿನಿಕ್ ಸಿಬ್ಬಂದಿ ವರ್ಗದವರಾದ ಬಿ. ನಾಗವೇಣಿ, ಸಂಗಮೇಶ್ ಸೇರಿದಂತೆ ಇನ್ನಿತರರು ಪಾಲ್ಗೊಂಡಿದ್ದರು. — [1262, 1311, 1504, 1449]
issue-date: ಭಾನುವಾರ 22-06-2025 — [14, 16, 220, 40]
article1-photo-ceremony — [294, 154, 799, 342]
tender-org: ಕರ್ನಾಟಕಗ್ರಾಮೀಣ ಮೂಲಸೌಕರ್ಯಾಭಿವೃದ್ಧಿ ನಿಯಮಿತ — [1142, 70, 1345, 84]
tender-letter-no: Latter No:EE/KRIDL/VIJAYANAGARA/MVT-3/2025-26/294 — [1142, 141, 1429, 153]
article1-byline: ಹೊಸಪೇಟೆ ಟೈಮ್ಸ್ ನ್ಯೂಸ್ — [14, 157, 118, 171]
article8-body — [767, 1701, 1007, 2323]
quote-signature-name: - ಡಾ.ಮಾದವರೆಡ್ಡಿ ರೆಡ್ಡಿ, — [1011, 257, 1112, 272]
article1-body-cont: ವಿದ್ಯಾರ್ಥಿಗಳಲ್ಲಿ ಕನಸ್ಸಿನ ಗುರಿ ತಲುಪಲು ಬೇಕಾಗುವ ಮನೋ ನಿಗ್ರಹ, ತಾಳ್ಮೆ, ಪೂರ್ವ ಸಿದ್ದತೆ ಬಗ್ಗೆ ಹಲವಾರು ವಿಶೇಷ ಉದಾಹರಣೆಗಳನ್ನು ನೀಡಿ ಪ್ರೋತ್ಸಾಹ ತುಂಬುತ್ತಿದ್ದು, ನಾಳೆ ಭಾನುವಾರ ಸಮಾರೋಪ ಸಮಾರಂಭ ನಡೆಯಲಿದೆ. ಈ ಸಂದರ್ಭದಲ್ಲಿ ರೋಟರಿ ಅಧ್ಯಕ್ಷ ದೀಪಕ್ ಕೊಳಗಿನ ಕಾರ್ಯದರ್ಶಿ ವೀರಭದ್ರ, ಇನ್ನರ್ ವೀಲ್ ಅಧ್ಯಕ್ಷೆ ಸುನೀತಾ ಕಿಶೋರ್, ಹಂಪಿ ಅಧ್ಯಕ್ಷ ನೀನಾ ಪಾಟೀಲ್, ವಿಜಯನಗರ ಹೆರಿಟೇಜ್ ಕ್ಲಬ್ ನ ಅಧ್ಯಕ್ಷ ರಾಮಕೃಷ್ಣ ಆಯುಷ್ ಅಧಿಕಾರಿ ಡಾ. ಮುನಿವಾಸುದೇವ ರೆಡ್ಡಿ ಹಾಗೂ ಇತರರು ಇದ್ದರು. — [808, 354, 1122, 492]
article7-headline: ಅರೋಗ್ಯ ಸಮೀಕ್ಷೆಗೆ ಸಾರ್ವಜನಿಕರ ಸಹಕಾರ ಅಗತ್ಯ-ಡಾ.ಎಸ್.ಪಿ.ಪ್ರದೀಪ್ — [14, 1673, 624, 1703]
masthead — [6, 5, 1505, 54]
article4-body — [1134, 997, 1504, 1238]
article6-text: ಕೂಡ್ಲಿಗಿ: ಪ್ರತಿದಿನ ಯೋಗಾಭ್ಯಾಸ ಮಾಡುವುದರಿಂದ ಉತ್ತಮ ಆರೋಗ್ಯ ಲಭ್ಯವಾಗುತ್ತದೆ ಎಂದು ವೈದ್ಯರಾದ ಡಾ. ಬಿ.ಕೆ. ಮಮತಾ ಹೇಳಿದರು. ಅವರು ವಿಜಯನಗರ ಜಿಲ್ಲೆಯ ಕೂಡ್ಲಿಗಿ ಪಟ್ಟಣದ ಹೊಸಪೇಟೆ ರಸ್ತೆಯಲ್ಲಿರುವ ನಮ್ಮ ಕ್ಲಿನಿಕ್ ನಲ್ಲಿ ಆಚರಿಸಿದ 11ನೇ ಅಂತಾರಾಷ್ಟ್ರೀಯ ಯೋಗ ದಿನಾಚರಣೆಯ ಕಾರ್ಯಕ್ರಮದಲ್ಲಿ ಮಾತನಾಡಿದರು. ಯೋಗದಿಂದ ದೇಹದಲ್ಲಿ ರೋಗನಿರೋಧಕ ಶಕ್ತಿ ಹೆಚ್ಚುವುದಲ್ಲದೆ ಮನಸ್ಸು ಪ್ರಶಾಂತತೆಯಿಂದ — [767, 1331, 1007, 1491]
article8-headline: ನನ್ನ ಏಳಿಗೆ ಸಹಿಸದವರಿಂದ ನನ್ನ ವಿರುದ್ಧ ಅಪಪ್ರಚಾರ:ಮಹೇಶ್ ಜೋಶಿ — [777, 1647, 1432, 1680]
article6-photo-clinic — [1013, 1308, 1255, 1502]
divider — [14, 2152, 752, 2153]
tender-org-sub: (ಹಿಂದಿನ ಹೆಸರು: ಕರ್ನಾಟಕ ಭೂ ಸೇನಾ ನಿಗಮ) — [1248, 88, 1390, 99]
article1-photo-students — [294, 371, 799, 634]
divider — [14, 1122, 752, 1123]
wanted-line-company: For A leading Pharma company — [1142, 823, 1496, 847]
divider — [767, 1639, 1504, 1641]
article9-email1[interactable]: doballari@kiadb.in, ddhtbellari@gmail.com — [378, 2284, 638, 2298]
article9-text-mid: ರೊಳಗಾಗಿ ಇ-ಮೇಲ್ ಮೂಲಕ ಅಥವಾ ಕರ್ನಾಟಕ ಕೈಗಾರಿಕಾ ಪ್ರದೇಶಾಭಿವೃದ್ಧಿ ಮಂಡಳಿ, ಬಳ್ಳಾರಿ ಅಥವಾ ಉಪ ನಿರ್ದೇಶಕರು, ಜಿಲ್ಲಾ ಕೈಗಾರಿಕಾ ಕೇಂದ್ರ ಕೈಗಾರಿಕಾ ಪ್ರದೇಶ ಬಳ್ಳಾರಿ, ಬಳ್ಳಾರಿ ಜಿಲ್ಲಾ ಕೈಗಾರಿಕಾ ಕೇಂದ್ರ, ಬಳ್ಳಾರಿ. ಈ ಕಚೇರಿಗಳ ವಿಳಾಸಕ್ಕೆ ಸಲ್ಲಿಸಬಹುದು. — [378, 2201, 752, 2257]
imprint-line-1: OWNER , PUBLISHER & PRINTER K. M. REKHA PUBLISHED AT HOSPET TIMES, APOORVA OFFSET PRINTERS , SACHIDANAND LANE , MAIN BAZAR , HOSAPETE , BALLARI & PRINTED AT APOORVA OFFSET PRINTERS , — [43, 2344, 1469, 2358]
wanted-line-role: Medical Representative — [1185, 764, 1453, 788]
